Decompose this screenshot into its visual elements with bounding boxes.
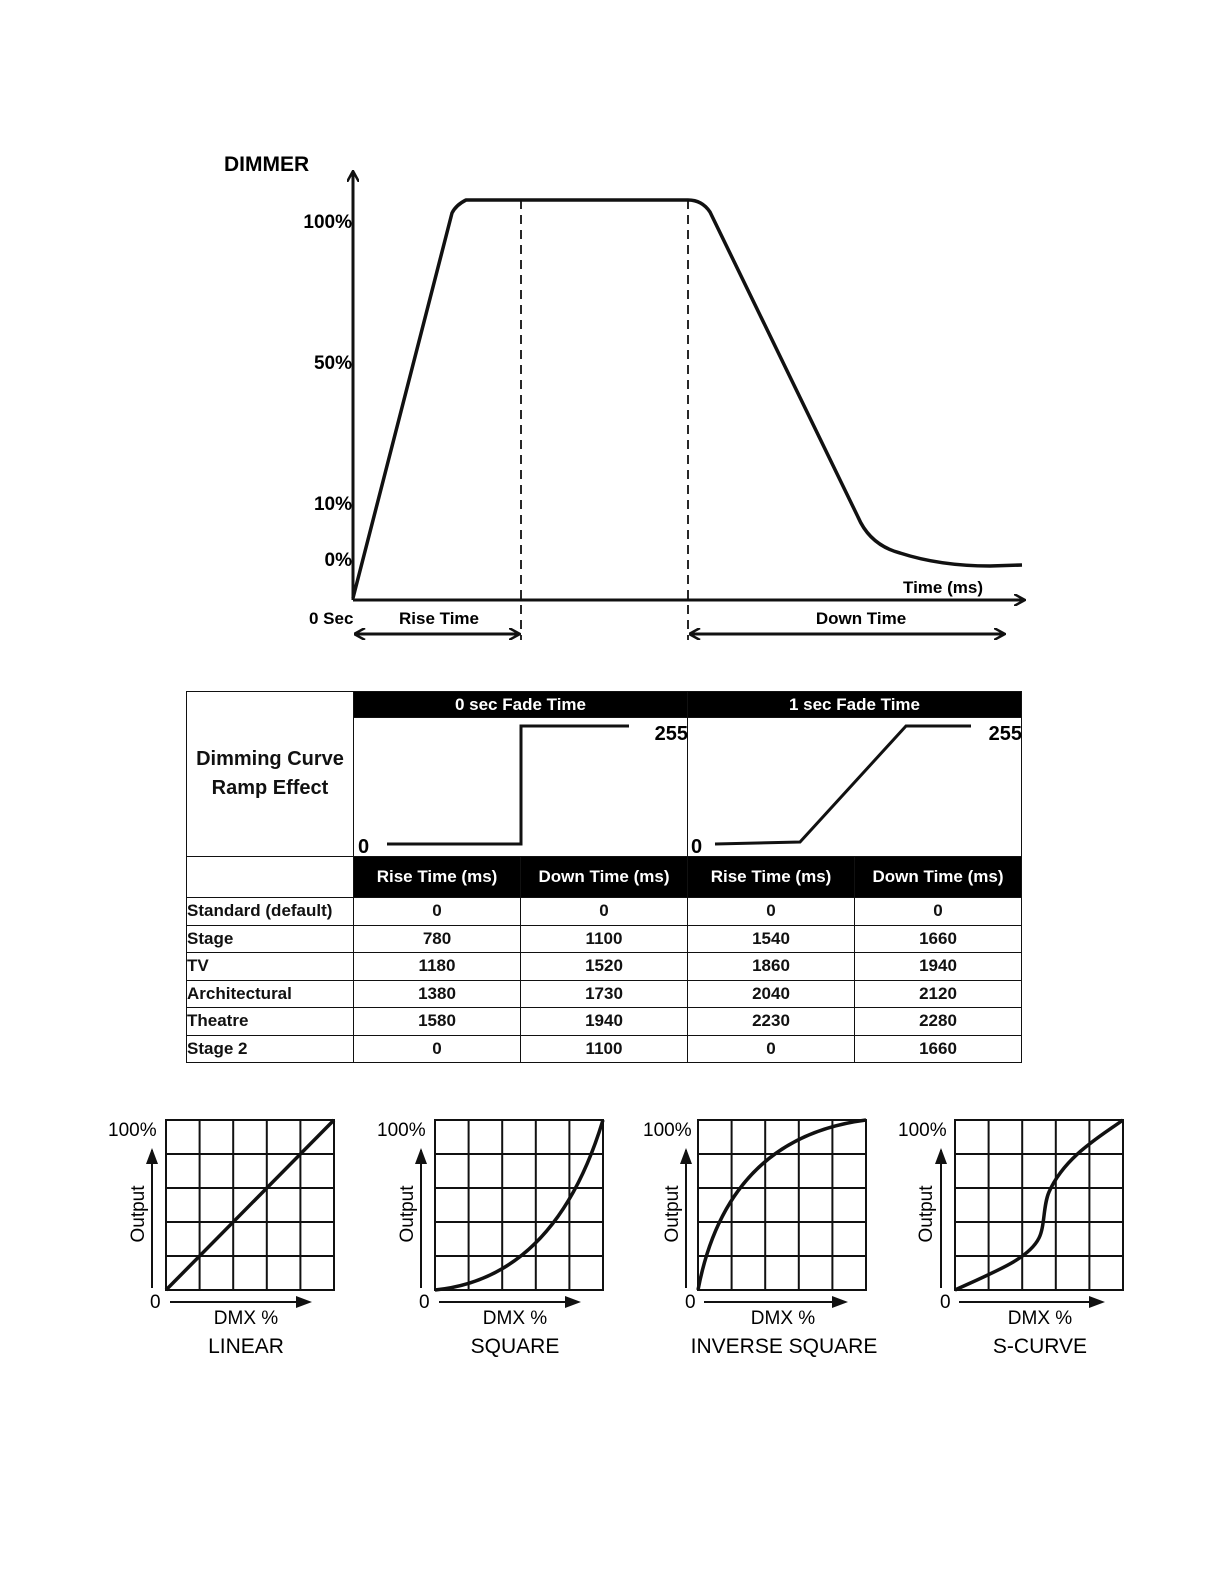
table-cell: 1100 [521, 925, 688, 953]
col-header-down-1: Down Time (ms) [855, 857, 1022, 898]
curve-y-axis-label: Output [128, 1185, 149, 1243]
fade-1-ramp-graph [688, 718, 1023, 856]
table-row [187, 1035, 1022, 1063]
curve-x-axis-label: DMX % [213, 1308, 279, 1329]
fade-1-low-label: 0 [691, 836, 703, 856]
table-cell: 1730 [521, 980, 688, 1008]
table-cell: 2120 [855, 980, 1022, 1008]
y-label-10: 10% [313, 494, 352, 515]
table-title-line1: Dimming Curve [196, 748, 344, 770]
table-cell: 0 [354, 1035, 521, 1063]
fade-0-header: 0 sec Fade Time [354, 692, 688, 718]
y-label-50: 50% [313, 353, 352, 374]
curve-panel-square [365, 1108, 615, 1368]
curve-y-axis-label: Output [916, 1185, 937, 1243]
curve-y-zero-label: 0 [940, 1292, 951, 1313]
curve-name-inverse-square: INVERSE SQUARE [690, 1335, 878, 1358]
curve-line-square [435, 1120, 603, 1290]
table-cell: 1660 [855, 1035, 1022, 1063]
fade-0-high-label: 255 [654, 723, 688, 745]
curve-y-top-label: 100% [377, 1120, 426, 1141]
table-cell: 1940 [521, 1008, 688, 1036]
col-header-rise-0: Rise Time (ms) [354, 857, 521, 898]
curve-name-s-curve: S-CURVE [992, 1335, 1088, 1358]
fade-1-graph-cell [688, 718, 1022, 857]
curve-y-axis-label: Output [662, 1185, 683, 1243]
col-header-rise-1: Rise Time (ms) [688, 857, 855, 898]
x-axis-label: Time (ms) [903, 578, 983, 597]
curve-x-axis-label: DMX % [1007, 1308, 1073, 1329]
curve-panel-inverse-square [632, 1108, 882, 1368]
fade-0-low-label: 0 [358, 836, 370, 856]
curve-y-zero-label: 0 [419, 1292, 430, 1313]
fade-1-header: 1 sec Fade Time [688, 692, 1022, 718]
origin-label: 0 Sec [309, 609, 354, 628]
table-cell: 1580 [354, 1008, 521, 1036]
table-cell: 780 [354, 925, 521, 953]
curve-y-zero-label: 0 [150, 1292, 161, 1313]
table-row [187, 980, 1022, 1008]
curve-y-top-label: 100% [108, 1120, 157, 1141]
table-cell: 2230 [688, 1008, 855, 1036]
table-row [187, 925, 1022, 953]
table-title-cell [187, 692, 354, 857]
ramp-effect-table [186, 691, 1022, 1063]
row-label: Architectural [187, 980, 354, 1008]
curve-line-linear [166, 1120, 334, 1290]
y-label-0: 0% [324, 550, 352, 571]
table-cell: 1100 [521, 1035, 688, 1063]
row-label: Stage 2 [187, 1035, 354, 1063]
col-header-down-0: Down Time (ms) [521, 857, 688, 898]
table-cell: 1660 [855, 925, 1022, 953]
curve-x-axis-label: DMX % [482, 1308, 548, 1329]
row-label: Standard (default) [187, 898, 354, 926]
fade-0-graph-cell [354, 718, 688, 857]
dimmer-ramp-diagram [0, 0, 1224, 680]
curve-line-s-curve [955, 1120, 1123, 1290]
curve-y-arrowhead [935, 1148, 947, 1164]
dimmer-title: DIMMER [224, 153, 310, 176]
curve-x-arrowhead [296, 1296, 312, 1308]
table-row [187, 1008, 1022, 1036]
table-row [187, 953, 1022, 981]
curve-graph-inverse-square [632, 1108, 882, 1368]
table-row [187, 898, 1022, 926]
rise-time-label: Rise Time [398, 609, 480, 628]
table-cell: 0 [688, 898, 855, 926]
table-cell: 0 [855, 898, 1022, 926]
curve-graph-square [365, 1108, 615, 1368]
y-label-100: 100% [303, 212, 352, 233]
curve-panel-linear [96, 1108, 346, 1368]
curve-grid [435, 1120, 603, 1290]
curve-y-arrowhead [680, 1148, 692, 1164]
fade-1-ramp-line [715, 726, 971, 844]
curve-graph-linear [96, 1108, 346, 1368]
curve-graph-s-curve [889, 1108, 1139, 1368]
table-cell: 0 [354, 898, 521, 926]
table-cell: 1180 [354, 953, 521, 981]
curve-grid [955, 1120, 1123, 1290]
row-label-header [187, 857, 354, 898]
curve-name-linear: LINEAR [208, 1335, 284, 1358]
curve-name-square: SQUARE [470, 1335, 560, 1358]
row-label: TV [187, 953, 354, 981]
curve-grid [698, 1120, 866, 1290]
curve-y-top-label: 100% [643, 1120, 692, 1141]
curve-panel-s-curve [889, 1108, 1139, 1368]
curve-y-top-label: 100% [898, 1120, 947, 1141]
curve-y-arrowhead [415, 1148, 427, 1164]
curve-x-arrowhead [832, 1296, 848, 1308]
table-cell: 1520 [521, 953, 688, 981]
table-cell: 0 [521, 898, 688, 926]
table-cell: 1540 [688, 925, 855, 953]
fade-1-high-label: 255 [988, 723, 1022, 745]
curve-x-arrowhead [1089, 1296, 1105, 1308]
table-cell: 1940 [855, 953, 1022, 981]
table-cell: 2280 [855, 1008, 1022, 1036]
curve-y-axis-label: Output [397, 1185, 418, 1243]
fade-0-step-line [387, 726, 629, 844]
table-title-line2: Ramp Effect [211, 777, 329, 799]
curve-x-arrowhead [565, 1296, 581, 1308]
row-label: Stage [187, 925, 354, 953]
table-cell: 1380 [354, 980, 521, 1008]
down-time-label: Down Time [815, 609, 907, 628]
curve-y-arrowhead [146, 1148, 158, 1164]
curve-x-axis-label: DMX % [750, 1308, 816, 1329]
curve-y-zero-label: 0 [685, 1292, 696, 1313]
row-label: Theatre [187, 1008, 354, 1036]
curve-line-inverse-square [698, 1120, 866, 1290]
table-cell: 2040 [688, 980, 855, 1008]
table-cell: 0 [688, 1035, 855, 1063]
table-cell: 1860 [688, 953, 855, 981]
fade-0-step-graph [354, 718, 689, 856]
